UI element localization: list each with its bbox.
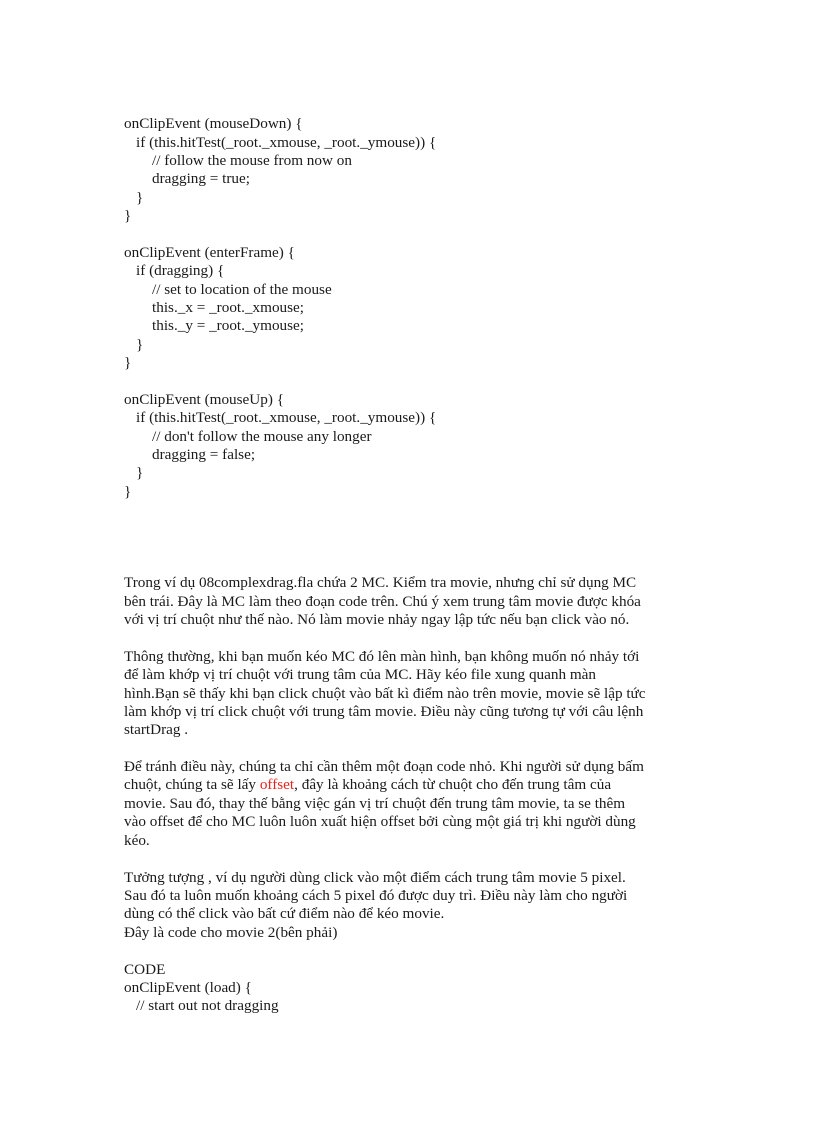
text-line: Để tránh điều này, chúng ta chỉ cần thêm một đoạn code nhỏ. Khi người sử dụng bấm <box>124 758 644 775</box>
code-line: if (dragging) { <box>136 262 225 279</box>
code-line: this._y = _root._ymouse; <box>152 317 305 334</box>
text-line: với vị trí chuột như thế nào. Nó làm movie nhảy ngay lập tức nếu bạn click vào nó. <box>124 611 630 628</box>
text-span: , đây là khoảng cách từ chuột cho đến trung tâm của <box>294 776 612 793</box>
code-line: } <box>136 464 144 481</box>
text-line: bên trái. Đây là MC làm theo đoạn code trên. Chú ý xem trung tâm movie được khóa <box>124 593 641 610</box>
code-heading: CODE <box>124 961 166 978</box>
text-line: Trong ví dụ 08complexdrag.fla chứa 2 MC. Kiểm tra movie, nhưng chỉ sử dụng MC <box>124 574 637 591</box>
code-line: } <box>136 189 144 206</box>
code-line: // start out not dragging <box>136 997 279 1014</box>
code-line: } <box>124 483 132 500</box>
text-line: làm khớp vị trí click chuột với trung tâm movie. Điều này cũng tương tự với câu lệnh <box>124 703 644 720</box>
text-line: Tưởng tượng , ví dụ người dùng click vào một điểm cách trung tâm movie 5 pixel. <box>124 869 626 886</box>
code-line: // don't follow the mouse any longer <box>152 428 372 445</box>
code-line: onClipEvent (enterFrame) { <box>124 244 295 261</box>
text-line: kéo. <box>124 832 150 849</box>
code-line: // set to location of the mouse <box>152 281 332 298</box>
code-line: } <box>124 207 132 224</box>
code-line: onClipEvent (mouseDown) { <box>124 115 303 132</box>
offset-highlight: offset <box>259 776 295 793</box>
code-line: this._x = _root._xmouse; <box>152 299 305 316</box>
code-line: // follow the mouse from now on <box>152 152 352 169</box>
code-line: dragging = true; <box>152 170 250 187</box>
text-line: Thông thường, khi bạn muốn kéo MC đó lên màn hình, bạn không muốn nó nhảy tới <box>124 648 640 665</box>
code-line: } <box>136 336 144 353</box>
text-line: vào offset để cho MC luôn luôn xuất hiện offset bởi cùng một giá trị khi người dùng <box>124 813 636 830</box>
text-line: Sau đó ta luôn muốn khoảng cách 5 pixel đó được duy trì. Điều này làm cho người <box>124 887 628 904</box>
code-line: onClipEvent (mouseUp) { <box>124 391 284 408</box>
text-line: dùng có thể click vào bất cứ điểm nào để kéo movie. <box>124 905 445 922</box>
text-line: để làm khớp vị trí chuột với trung tâm của MC. Hãy kéo file xung quanh màn <box>124 666 597 683</box>
code-line: if (this.hitTest(_root._xmouse, _root._ymouse)) { <box>136 134 437 151</box>
text-line: movie. Sau đó, thay thế bằng việc gán vị trí chuột đến trung tâm movie, ta se thêm <box>124 795 626 812</box>
text-line <box>124 776 611 794</box>
text-line: Đây là code cho movie 2(bên phải) <box>124 924 338 941</box>
text-line: startDrag . <box>124 721 189 738</box>
code-line: if (this.hitTest(_root._xmouse, _root._ymouse)) { <box>136 409 437 426</box>
code-line: dragging = false; <box>152 446 256 463</box>
text-line: hình.Bạn sẽ thấy khi bạn click chuột vào bất kì điểm nào trên movie, movie sẽ lập tức <box>124 685 646 702</box>
code-line: } <box>124 354 132 371</box>
text-span: chuột, chúng ta sẽ lấy <box>124 776 260 793</box>
code-line: onClipEvent (load) { <box>124 979 252 996</box>
